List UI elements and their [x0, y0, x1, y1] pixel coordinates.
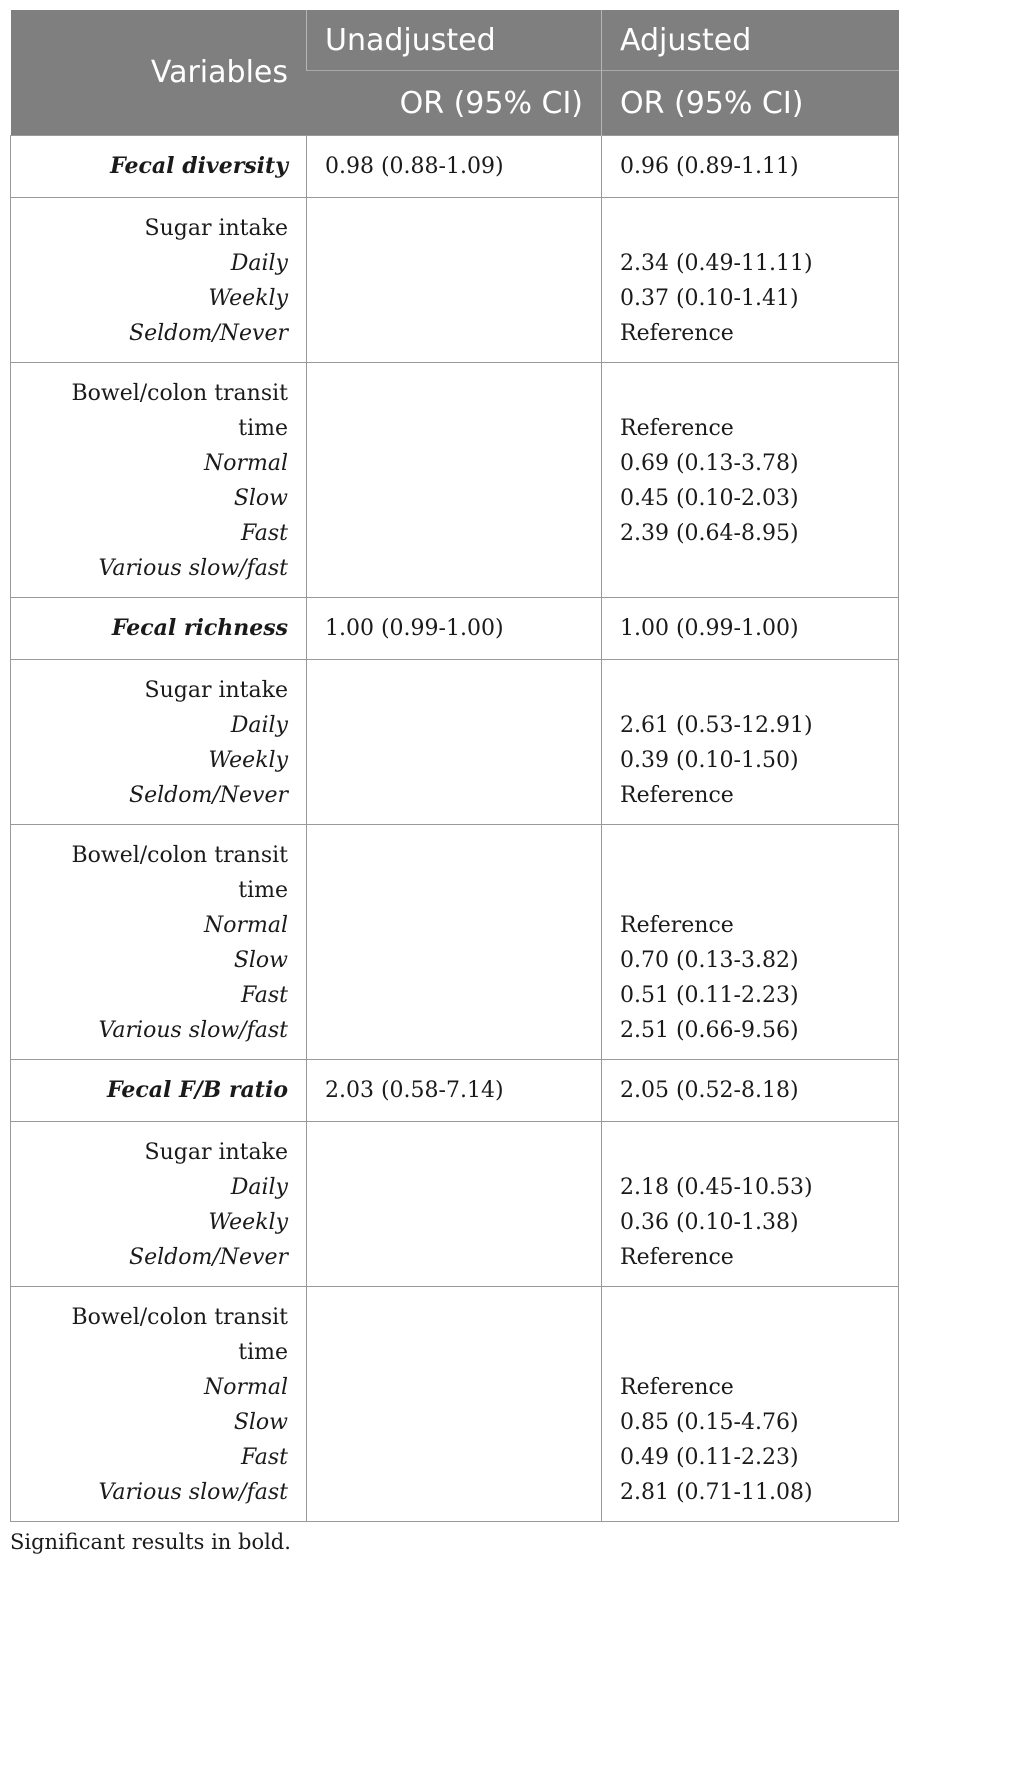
adjusted-cell	[602, 198, 899, 363]
table-row	[11, 598, 899, 660]
bowel-transit-label: time	[238, 1340, 288, 1365]
value: 0.39 (0.10-1.50)	[620, 748, 799, 773]
variable-cell: Fecal diversity	[11, 136, 307, 198]
value: Reference	[620, 1245, 734, 1270]
level-label: Seldom/Never	[129, 783, 288, 808]
bowel-transit-label: time	[238, 878, 288, 903]
variable-cell: Fecal richness	[11, 598, 307, 660]
level-label: Normal	[203, 451, 288, 476]
value: 0.49 (0.11-2.23)	[620, 1445, 799, 1470]
footnote: Significant results in bold.	[10, 1530, 291, 1554]
value: 2.18 (0.45-10.53)	[620, 1175, 813, 1200]
sugar-intake-label: Sugar intake	[144, 1140, 288, 1165]
table-row	[11, 1060, 899, 1122]
header-unadjusted-or-ci: OR (95% CI)	[307, 71, 602, 136]
unadjusted-cell: 2.03 (0.58-7.14)	[307, 1060, 602, 1122]
value: Reference	[620, 416, 734, 441]
value: 0.45 (0.10-2.03)	[620, 486, 799, 511]
header-unadjusted: Unadjusted	[307, 10, 602, 71]
table-row	[11, 363, 899, 598]
level-label: Normal	[203, 1375, 288, 1400]
adjusted-cell: 2.05 (0.52-8.18)	[602, 1060, 899, 1122]
adjusted-cell	[602, 1122, 899, 1287]
variable-cell	[11, 363, 307, 598]
unadjusted-cell	[307, 198, 602, 363]
bowel-transit-label: time	[238, 416, 288, 441]
value: 2.51 (0.66-9.56)	[620, 1018, 799, 1043]
unadjusted-cell	[307, 825, 602, 1060]
level-label: Various slow/fast	[98, 1480, 288, 1505]
table-row	[11, 198, 899, 363]
variable-cell	[11, 825, 307, 1060]
level-label: Weekly	[208, 286, 288, 311]
header-variables: Variables	[11, 10, 307, 136]
variable-cell	[11, 660, 307, 825]
unadjusted-cell: 1.00 (0.99-1.00)	[307, 598, 602, 660]
level-label: Various slow/fast	[98, 1018, 288, 1043]
level-label: Slow	[233, 1410, 288, 1435]
value: Reference	[620, 913, 734, 938]
header-adjusted-or-ci: OR (95% CI)	[602, 71, 899, 136]
sugar-intake-label: Sugar intake	[144, 216, 288, 241]
level-label: Weekly	[208, 1210, 288, 1235]
unadjusted-cell	[307, 1122, 602, 1287]
table-row	[11, 136, 899, 198]
value: Reference	[620, 1375, 734, 1400]
level-label: Slow	[233, 948, 288, 973]
level-label: Weekly	[208, 748, 288, 773]
level-label: Seldom/Never	[129, 321, 288, 346]
level-label: Various slow/fast	[98, 556, 288, 581]
odds-ratio-table	[10, 10, 899, 1522]
value: Reference	[620, 783, 734, 808]
table-row	[11, 1287, 899, 1522]
level-label: Slow	[233, 486, 288, 511]
adjusted-cell: 0.96 (0.89-1.11)	[602, 136, 899, 198]
value: 0.36 (0.10-1.38)	[620, 1210, 799, 1235]
level-label: Daily	[230, 1175, 288, 1200]
value: 0.70 (0.13-3.82)	[620, 948, 799, 973]
level-label: Daily	[230, 251, 288, 276]
level-label: Daily	[230, 713, 288, 738]
header-row	[11, 10, 899, 71]
variable-cell: Fecal F/B ratio	[11, 1060, 307, 1122]
unadjusted-cell: 0.98 (0.88-1.09)	[307, 136, 602, 198]
header-adjusted: Adjusted	[602, 10, 899, 71]
adjusted-cell: 1.00 (0.99-1.00)	[602, 598, 899, 660]
value: 0.85 (0.15-4.76)	[620, 1410, 799, 1435]
level-label: Seldom/Never	[129, 1245, 288, 1270]
level-label: Normal	[203, 913, 288, 938]
adjusted-cell	[602, 1287, 899, 1522]
value: 2.34 (0.49-11.11)	[620, 251, 813, 276]
table-header	[11, 10, 899, 136]
variable-cell	[11, 1287, 307, 1522]
adjusted-cell	[602, 825, 899, 1060]
value: 2.61 (0.53-12.91)	[620, 713, 813, 738]
table-row	[11, 660, 899, 825]
value: Reference	[620, 321, 734, 346]
value: 0.51 (0.11-2.23)	[620, 983, 799, 1008]
adjusted-cell	[602, 363, 899, 598]
value: 0.37 (0.10-1.41)	[620, 286, 799, 311]
bowel-transit-label: Bowel/colon transit	[71, 843, 288, 868]
table-row	[11, 1122, 899, 1287]
unadjusted-cell	[307, 660, 602, 825]
table-row	[11, 825, 899, 1060]
variable-cell	[11, 1122, 307, 1287]
level-label: Fast	[240, 1445, 288, 1470]
sugar-intake-label: Sugar intake	[144, 678, 288, 703]
bowel-transit-label: Bowel/colon transit	[71, 381, 288, 406]
variable-cell	[11, 198, 307, 363]
value: 0.69 (0.13-3.78)	[620, 451, 799, 476]
adjusted-cell	[602, 660, 899, 825]
level-label: Fast	[240, 521, 288, 546]
unadjusted-cell	[307, 363, 602, 598]
level-label: Fast	[240, 983, 288, 1008]
value: 2.39 (0.64-8.95)	[620, 521, 799, 546]
unadjusted-cell	[307, 1287, 602, 1522]
value: 2.81 (0.71-11.08)	[620, 1480, 813, 1505]
bowel-transit-label: Bowel/colon transit	[71, 1305, 288, 1330]
